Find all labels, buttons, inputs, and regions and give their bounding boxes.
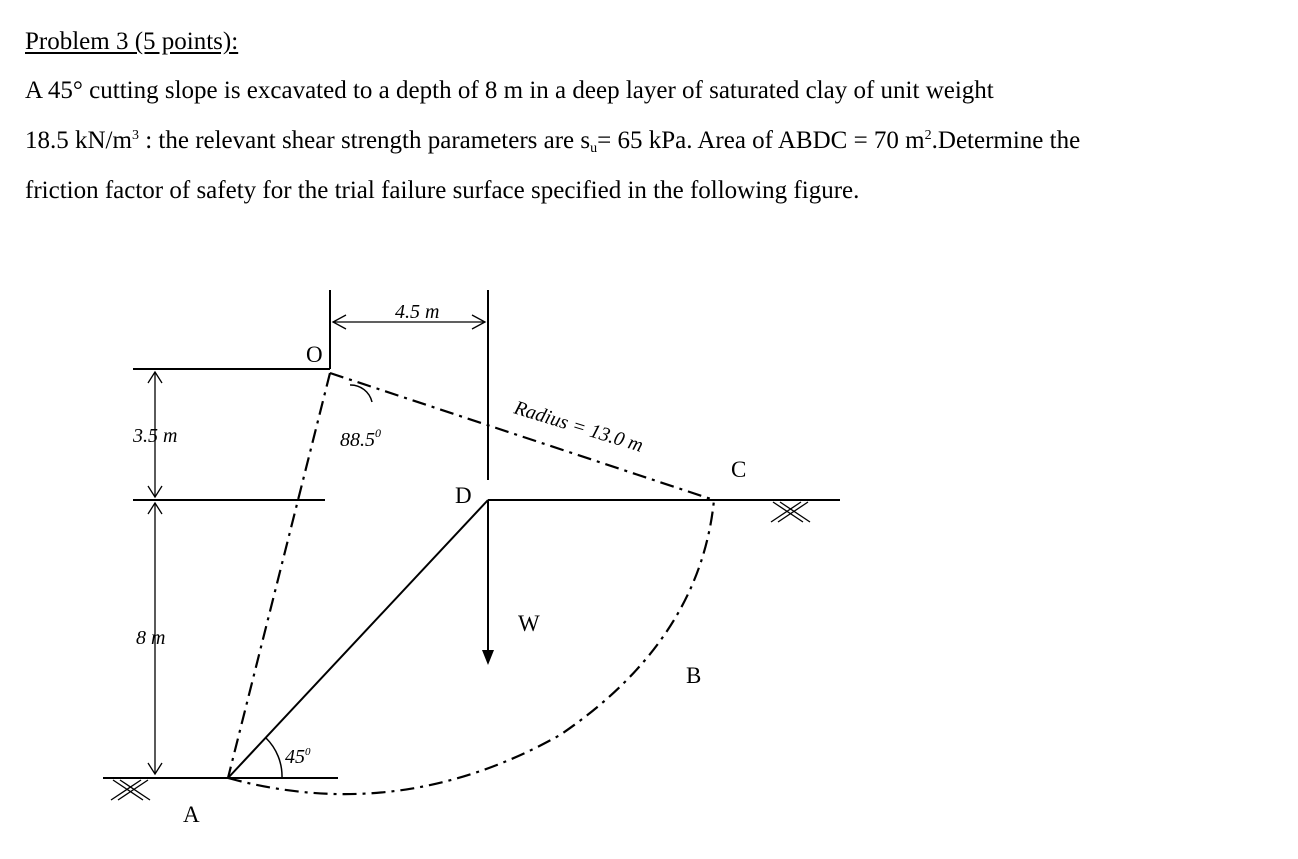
toe-angle-label: $45^0$ bbox=[285, 746, 311, 768]
dim-lower-label: 8 m bbox=[136, 627, 166, 649]
weight-arrow-head bbox=[482, 650, 494, 665]
label-D: D bbox=[455, 483, 472, 508]
slope-face-line bbox=[228, 500, 488, 778]
problem-line-3: friction factor of safety for the trial failure surface specified in the following figure. bbox=[25, 177, 860, 204]
problem-line-1: A 45° cutting slope is excavated to a depth of 8 m in a deep layer of saturated clay of unit weight bbox=[25, 77, 994, 104]
label-O: O bbox=[306, 342, 323, 367]
dim-horizontal-label: 4.5 m bbox=[395, 301, 440, 323]
toe-angle-arc bbox=[266, 738, 282, 778]
crest-hatch bbox=[771, 502, 810, 522]
center-angle-label: 88.5$^0$ bbox=[340, 426, 381, 451]
label-W: W bbox=[518, 611, 540, 636]
problem-title: Problem 3 (5 points): bbox=[25, 28, 239, 55]
toe-hatch bbox=[111, 780, 150, 800]
label-B: B bbox=[686, 663, 702, 688]
radius-to-a-line bbox=[228, 373, 330, 778]
center-angle-arc bbox=[350, 385, 372, 402]
problem-line-2: 18.5 $kN/m^3$ : the relevant shear strength parameters are $s_u= 65$ kPa. Area of ABDC = 70 $m^2.Determine$ the bbox=[25, 127, 1081, 156]
label-C: C bbox=[731, 457, 747, 482]
label-A: A bbox=[183, 802, 200, 827]
radius-to-c-line bbox=[330, 373, 714, 500]
radius-label: Radius = 13.0 m bbox=[511, 396, 646, 457]
dim-upper-label: 3.5 m bbox=[133, 425, 178, 447]
